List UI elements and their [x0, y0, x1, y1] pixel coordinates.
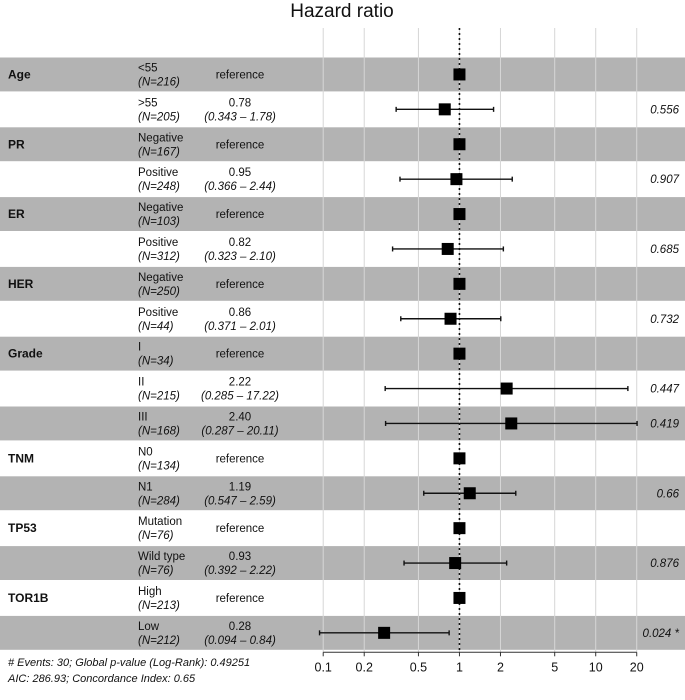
hazard-point [453, 278, 465, 290]
count-label: (N=76) [138, 565, 174, 578]
hr-label: 0.95 [228, 167, 252, 180]
x-tick-label: 0.2 [355, 660, 373, 675]
row-band [0, 58, 685, 92]
row-band [0, 476, 685, 510]
count-label: (N=216) [138, 76, 180, 89]
hazard-point [464, 487, 476, 499]
count-label: (N=212) [138, 634, 180, 647]
row-band [0, 232, 685, 266]
level-label: Positive [138, 167, 179, 180]
hazard-point [453, 452, 465, 464]
count-label: (N=34) [138, 355, 174, 368]
hr-label: reference [215, 209, 265, 222]
hr-label: 0.93 [228, 551, 252, 564]
row-band [0, 197, 685, 231]
variable-label: PR [8, 137, 25, 152]
variable-label: Age [8, 67, 31, 82]
level-label: N0 [138, 446, 153, 459]
hr-label: 1.19 [228, 481, 252, 494]
level-label: High [138, 585, 162, 598]
count-label: (N=215) [138, 390, 180, 403]
hazard-point [453, 592, 465, 604]
hr-label: reference [215, 139, 265, 152]
level-label: II [138, 376, 145, 389]
ci-label: (0.547 – 2.59) [204, 495, 276, 508]
level-label: I [138, 341, 142, 354]
count-label: (N=103) [138, 216, 180, 229]
count-label: (N=44) [138, 320, 174, 333]
variable-label: TOR1B [8, 590, 49, 605]
hazard-point [453, 208, 465, 220]
hazard-point [445, 313, 457, 325]
row-band [0, 511, 685, 545]
hr-label: reference [215, 69, 265, 82]
ci-label: (0.094 – 0.84) [204, 634, 276, 647]
x-tick-label: 5 [551, 660, 559, 675]
ci-label: (0.371 – 2.01) [204, 320, 276, 333]
level-label: >55 [138, 97, 158, 110]
hazard-point [378, 627, 390, 639]
row-band [0, 162, 685, 196]
count-label: (N=76) [138, 530, 174, 543]
hazard-point [449, 557, 461, 569]
row-bands [0, 58, 685, 650]
hr-label: reference [215, 453, 265, 466]
hr-label: reference [215, 278, 265, 291]
row-band [0, 581, 685, 615]
hazard-point [453, 138, 465, 150]
x-tick-label: 1 [455, 660, 463, 675]
x-tick-label: 0.5 [409, 660, 428, 675]
footer-events: # Events: 30; Global p-value (Log-Rank): 0.49251 [8, 657, 251, 669]
row-band [0, 92, 685, 126]
level-label: Negative [138, 202, 184, 215]
p-value-label: 0.732 [650, 313, 679, 326]
count-label: (N=167) [138, 146, 180, 159]
count-label: (N=134) [138, 460, 180, 473]
hazard-point [453, 522, 465, 534]
p-value-label: 0.876 [650, 558, 679, 571]
hr-label: 0.86 [228, 306, 252, 319]
p-value-label: 0.66 [656, 488, 679, 501]
ci-label: (0.392 – 2.22) [204, 565, 276, 578]
ci-label: (0.287 – 20.11) [201, 425, 279, 438]
p-value-label: 0.556 [650, 104, 679, 117]
row-band [0, 302, 685, 336]
hr-label: 0.28 [228, 620, 252, 633]
hazard-point [505, 417, 517, 429]
chart-title: Hazard ratio [290, 1, 394, 22]
model-summary [8, 655, 250, 687]
variable-label: HER [8, 276, 34, 291]
p-value-label: 0.419 [650, 418, 679, 431]
row-band [0, 441, 685, 475]
hazard-point [453, 68, 465, 80]
p-value-label: 0.447 [650, 383, 679, 396]
variable-label: TP53 [8, 521, 37, 536]
level-label: Low [138, 620, 160, 633]
row-band [0, 546, 685, 580]
count-label: (N=168) [138, 425, 180, 438]
hr-label: 0.82 [228, 236, 252, 249]
hazard-point [501, 383, 513, 395]
level-label: Positive [138, 236, 179, 249]
hazard-point [439, 103, 451, 115]
row-band [0, 127, 685, 161]
variable-label: TNM [8, 451, 34, 466]
x-tick-label: 0.1 [314, 660, 332, 675]
hr-label: 0.78 [228, 97, 252, 110]
hr-label: 2.22 [228, 376, 252, 389]
ci-label: (0.343 – 1.78) [204, 111, 276, 124]
hr-label: 2.40 [228, 411, 252, 424]
level-label: Wild type [138, 551, 186, 564]
count-label: (N=284) [138, 495, 180, 508]
p-value-label: 0.907 [650, 174, 679, 187]
hr-label: reference [215, 348, 265, 361]
count-label: (N=250) [138, 285, 180, 298]
x-tick-label: 10 [588, 660, 603, 675]
p-value-label: 0.024 * [642, 627, 679, 640]
ci-label: (0.285 – 17.22) [200, 390, 280, 403]
row-band [0, 337, 685, 371]
hr-label: reference [215, 592, 265, 605]
x-tick-label: 20 [629, 660, 644, 675]
hazard-point [442, 243, 454, 255]
level-label: Negative [138, 271, 184, 284]
count-label: (N=248) [138, 181, 180, 194]
level-label: <55 [138, 62, 158, 75]
hazard-point [450, 173, 462, 185]
level-label: III [138, 411, 148, 424]
x-tick-label: 2 [496, 660, 504, 675]
ci-label: (0.366 – 2.44) [204, 181, 276, 194]
variable-label: Grade [8, 346, 43, 361]
count-label: (N=213) [138, 599, 180, 612]
variable-label: ER [8, 207, 25, 222]
hazard-point [453, 348, 465, 360]
p-value-label: 0.685 [650, 243, 679, 256]
count-label: (N=205) [138, 111, 180, 124]
level-label: Mutation [138, 516, 183, 529]
level-label: Negative [138, 132, 184, 145]
level-label: Positive [138, 306, 179, 319]
hr-label: reference [215, 523, 265, 536]
row-band [0, 267, 685, 301]
ci-label: (0.323 – 2.10) [204, 250, 276, 263]
level-label: N1 [138, 481, 153, 494]
count-label: (N=312) [138, 250, 180, 263]
footer-aic: AIC: 286.93; Concordance Index: 0.65 [8, 673, 196, 685]
x-axis [315, 652, 644, 674]
